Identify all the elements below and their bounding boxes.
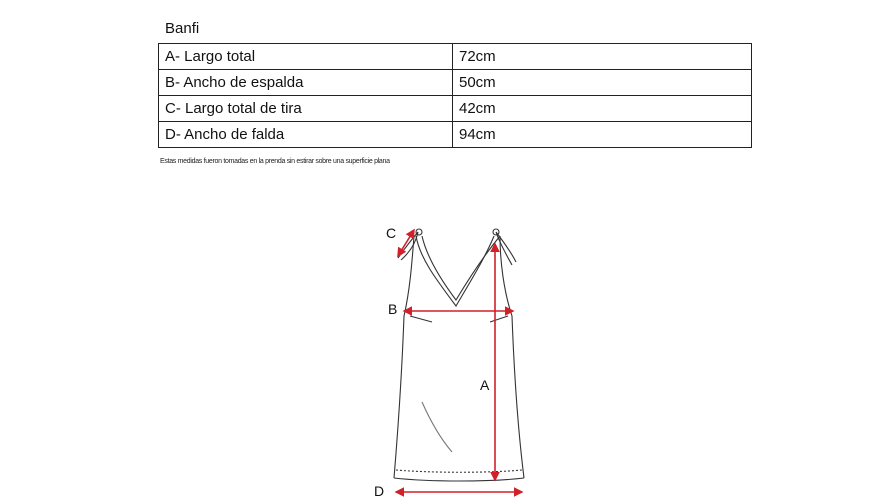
left-knot <box>416 229 422 235</box>
product-title: Banfi <box>165 20 200 37</box>
right-side <box>512 316 524 478</box>
measurement-note: Estas medidas fueron tomadas en la prenda sin estirar sobre una superficie plana <box>160 158 390 165</box>
neckline <box>416 236 494 306</box>
neckline-inner <box>422 236 500 300</box>
left-side <box>394 316 404 478</box>
measure-line-c <box>398 230 414 256</box>
measurement-lines <box>396 230 522 492</box>
measurement-label: C- Largo total de tira <box>159 96 453 122</box>
measurement-value: 42cm <box>453 96 752 122</box>
label-a: A <box>480 377 490 393</box>
measurement-value: 72cm <box>453 44 752 70</box>
label-c: C <box>386 225 397 241</box>
measurement-label: A- Largo total <box>159 44 453 70</box>
measurement-value: 50cm <box>453 70 752 96</box>
dress-outline <box>394 229 524 481</box>
measurement-label: D- Ancho de falda <box>159 122 453 148</box>
hem <box>394 478 524 481</box>
fold-line <box>422 402 452 452</box>
label-d: D <box>374 483 385 499</box>
measurement-value: 94cm <box>453 122 752 148</box>
measurement-label: B- Ancho de espalda <box>159 70 453 96</box>
left-dart <box>410 316 432 322</box>
hem-stitch <box>396 470 522 472</box>
right-armhole <box>500 236 512 316</box>
left-tie <box>398 232 418 260</box>
label-b: B <box>388 301 398 317</box>
right-dart <box>490 316 508 322</box>
